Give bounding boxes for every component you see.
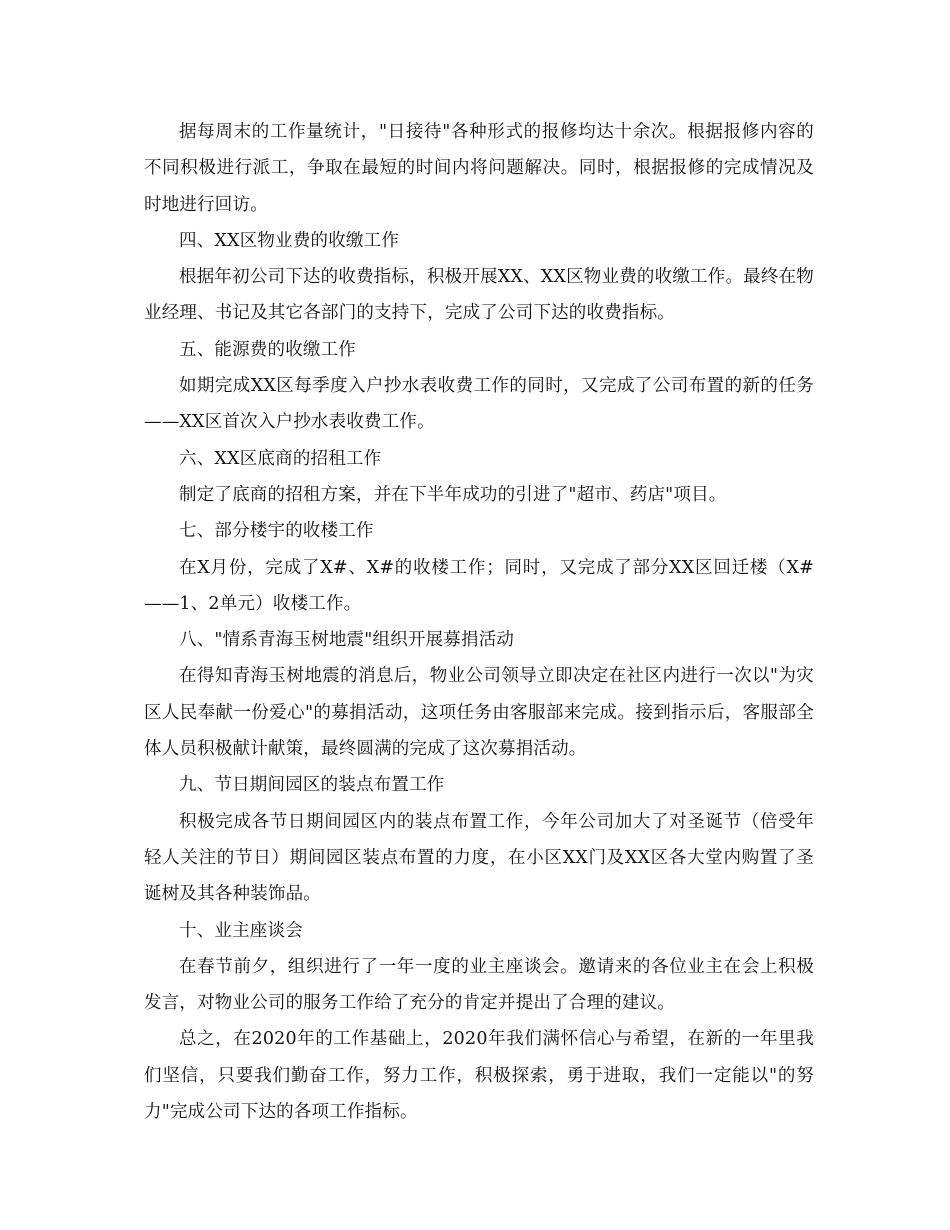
paragraph-shop-leasing: 制定了底商的招租方案，并在下半年成功的引进了"超市、药店"项目。 bbox=[179, 484, 727, 505]
heading-donation-activity: 八、"情系青海玉树地震"组织开展募捐活动 bbox=[179, 630, 515, 651]
heading-energy-fee-collection: 五、能源费的收缴工作 bbox=[179, 339, 356, 360]
paragraph-holiday-decoration: 积极完成各节日期间园区内的装点布置工作，今年公司加大了对圣诞节（倍受年轻人关注的节日）期间园区装点布置的力度，在小区XX门及XX区各大堂内购置了圣诞树及其各种装饰品。 bbox=[144, 811, 814, 905]
paragraph-donation-activity: 在得知青海玉树地震的消息后，物业公司领导立即决定在社区内进行一次以"为灾区人民奉献一份爱心"的募捐活动，这项任务由客服部来完成。接到指示后，客服部全体人员积极献计献策，最终圆满的完成了这次募捐活动。 bbox=[144, 666, 814, 760]
paragraph-property-fee-collection: 根据年初公司下达的收费指标，积极开展XX、XX区物业费的收缴工作。最终在物业经理、书记及其它各部门的支持下，完成了公司下达的收费指标。 bbox=[144, 267, 814, 324]
paragraph-building-handover: 在X月份，完成了X#、X#的收楼工作；同时，又完成了部分XX区回迁楼（X#——1、2单元）收楼工作。 bbox=[144, 557, 814, 614]
heading-owner-symposium: 十、业主座谈会 bbox=[179, 920, 303, 941]
heading-holiday-decoration: 九、节日期间园区的装点布置工作 bbox=[179, 775, 445, 796]
paragraph-repair-statistics: 据每周末的工作量统计，"日接待"各种形式的报修均达十余次。根据报修内容的不同积极进行派工，争取在最短的时间内将问题解决。同时，根据报修的完成情况及时地进行回访。 bbox=[144, 122, 814, 215]
heading-shop-leasing: 六、XX区底商的招租工作 bbox=[179, 448, 382, 469]
document-body bbox=[144, 114, 814, 1130]
paragraph-energy-fee-collection: 如期完成XX区每季度入户抄水表收费工作的同时，又完成了公司布置的新的任务——XX区首次入户抄水表收费工作。 bbox=[144, 376, 814, 433]
heading-building-handover: 七、部分楼宇的收楼工作 bbox=[179, 521, 374, 542]
heading-property-fee-collection: 四、XX区物业费的收缴工作 bbox=[179, 230, 400, 251]
paragraph-owner-symposium: 在春节前夕，组织进行了一年一度的业主座谈会。邀请来的各位业主在会上积极发言，对物业公司的服务工作给了充分的肯定并提出了合理的建议。 bbox=[144, 956, 814, 1014]
paragraph-summary: 总之，在2020年的工作基础上，2020年我们满怀信心与希望，在新的一年里我们坚信，只要我们勤奋工作，努力工作，积极探索，勇于进取，我们一定能以"的努力"完成公司下达的各项工作指标。 bbox=[144, 1029, 814, 1123]
